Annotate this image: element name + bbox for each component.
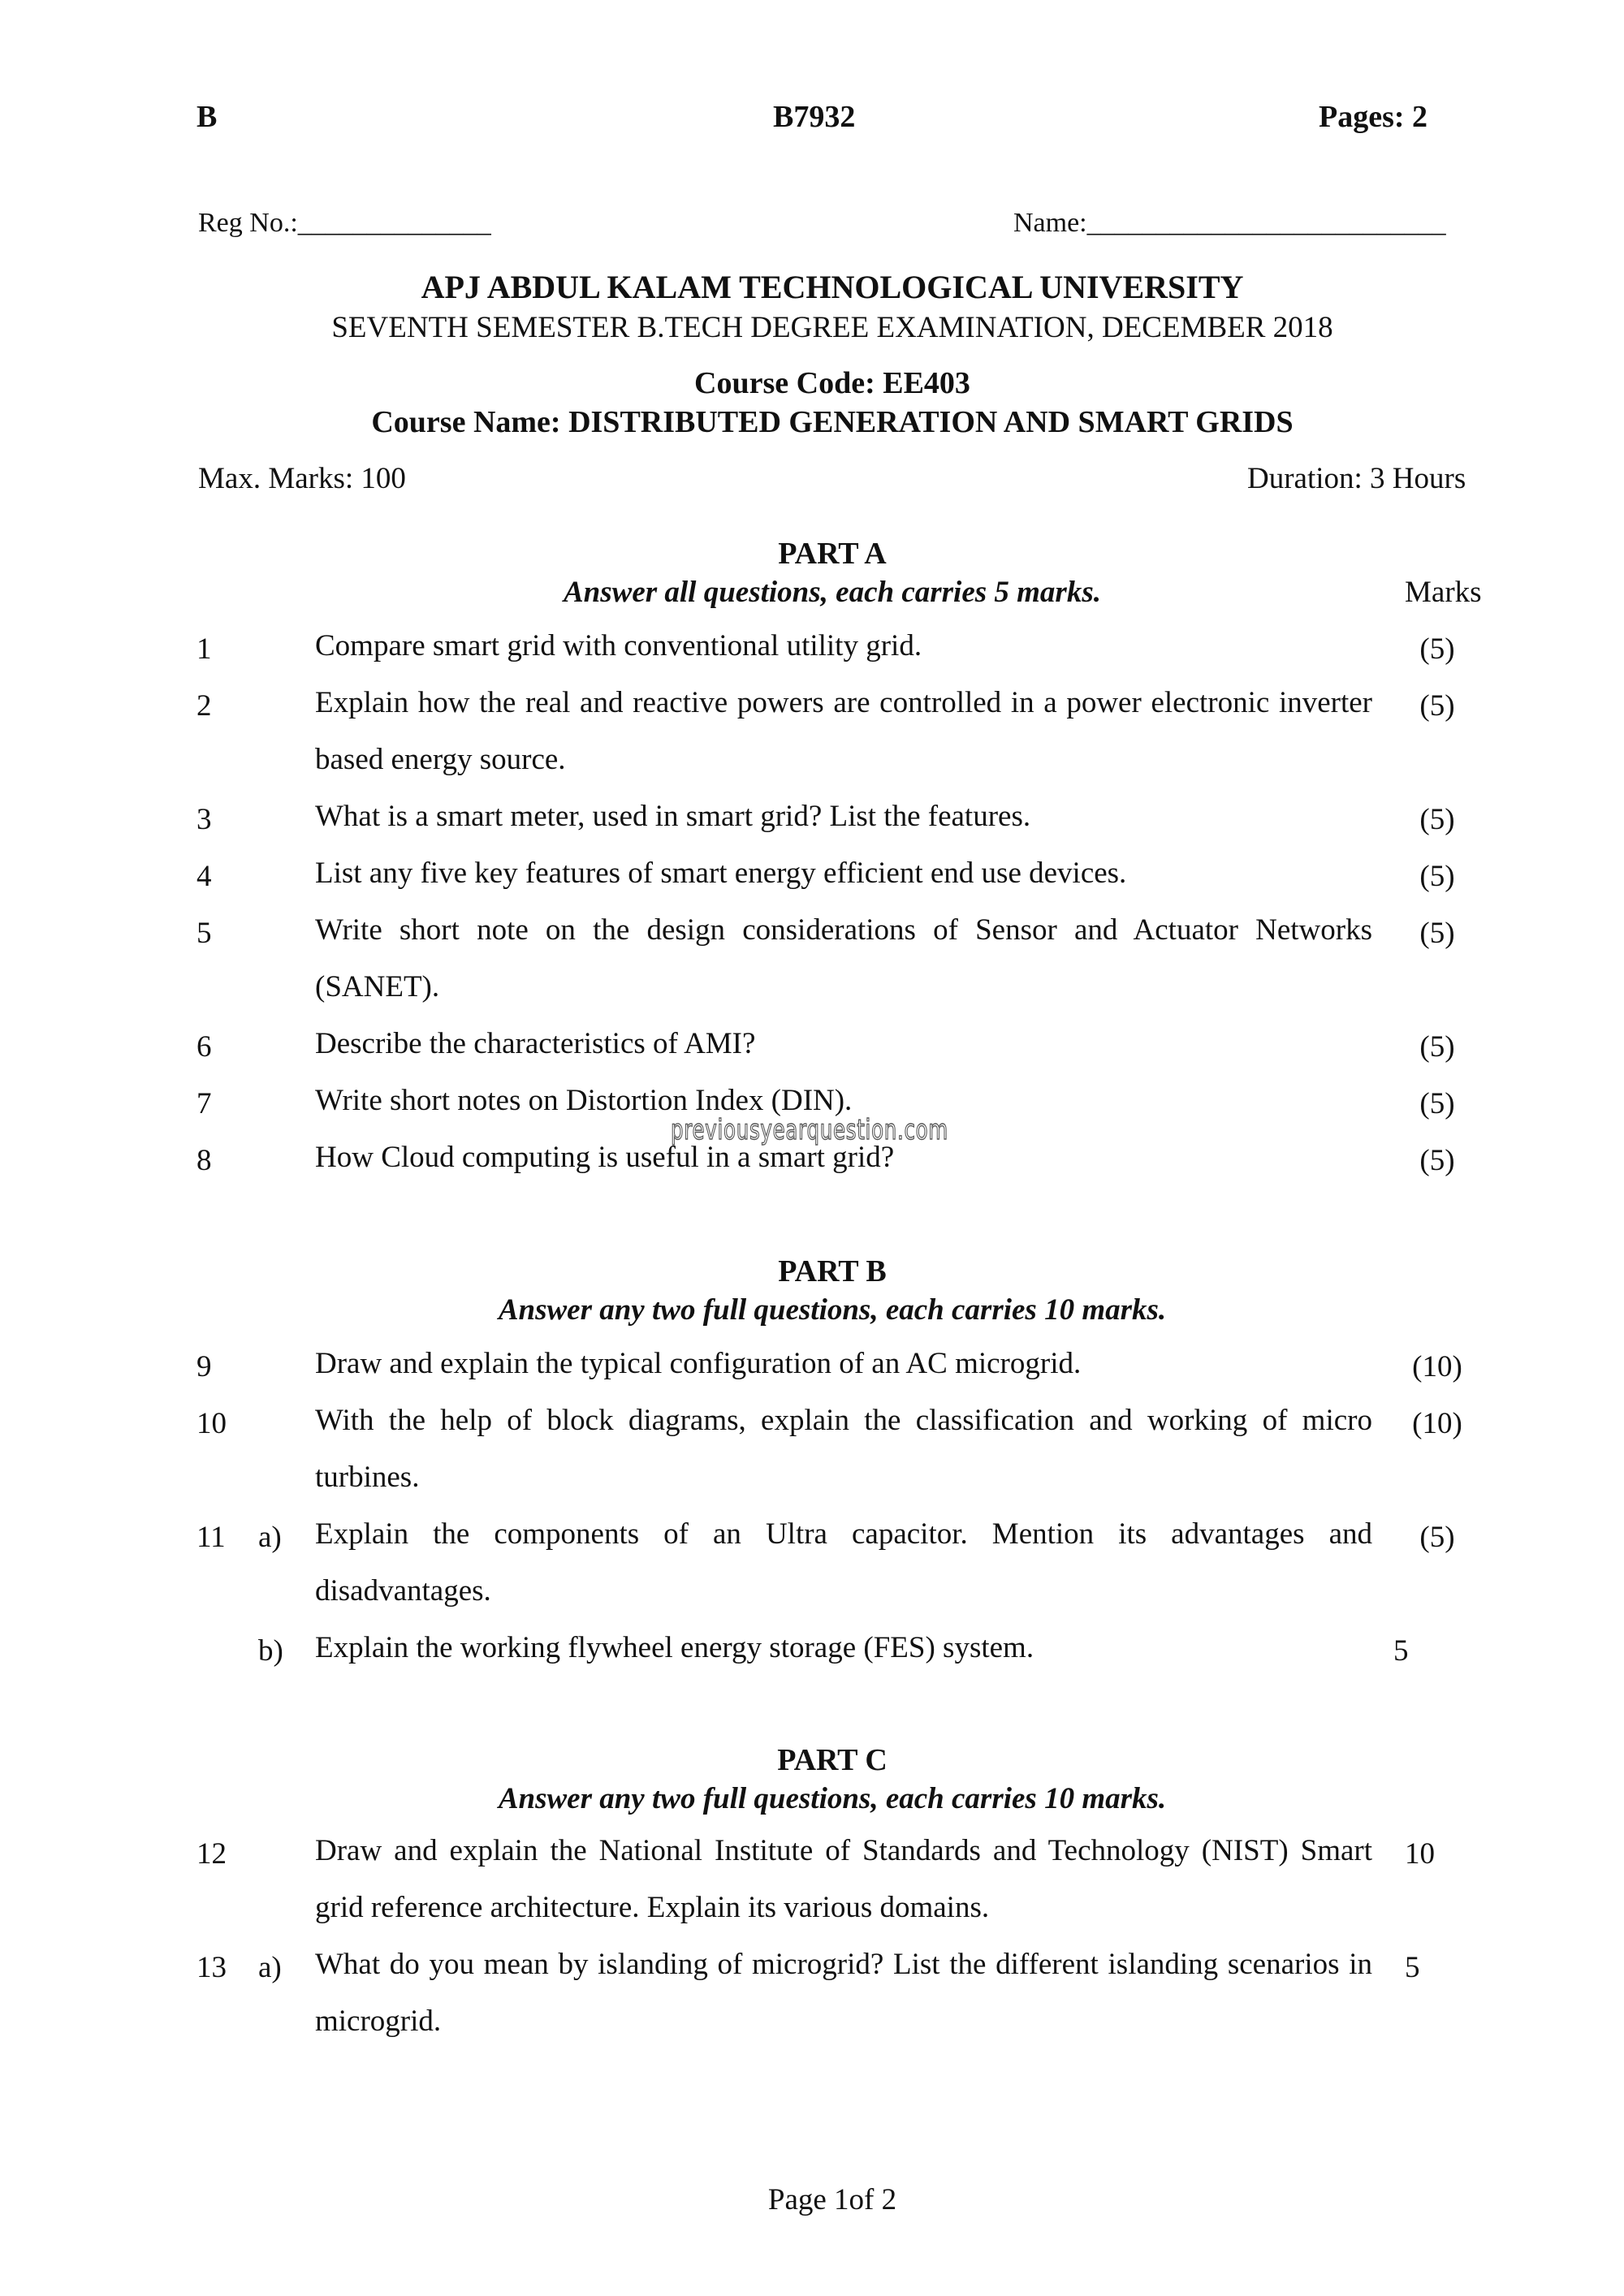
- question-number: 9: [197, 1350, 212, 1383]
- question-marks: (5): [1419, 1521, 1455, 1554]
- question-text: Write short notes on Distortion Index (DIN).: [315, 1084, 853, 1117]
- reg-no-field: Reg No.:______________: [198, 208, 491, 238]
- question-marks: (5): [1419, 803, 1455, 836]
- course-code: Course Code: EE403: [694, 366, 970, 400]
- question-number: 4: [197, 860, 212, 893]
- question-number: 2: [197, 689, 212, 723]
- question-number: 12: [197, 1837, 227, 1871]
- question-marks: (5): [1419, 917, 1455, 950]
- question-number: 6: [197, 1030, 212, 1064]
- question-number: 8: [197, 1144, 212, 1177]
- question-text: What do you mean by islanding of microgrid? List the different islanding scenarios in microgrid.: [315, 1948, 1372, 2038]
- question-marks: (5): [1419, 1144, 1455, 1177]
- question-number: 13: [197, 1951, 227, 1984]
- question-marks: 10: [1405, 1837, 1435, 1871]
- watermark: previousyearquestion.com: [671, 1114, 948, 1146]
- question-number: 10: [197, 1407, 227, 1440]
- subquestion-label: b): [258, 1634, 283, 1668]
- part-a-instruction: Answer all questions, each carries 5 marks.: [564, 576, 1101, 609]
- question-marks: (5): [1419, 689, 1455, 723]
- question-number: 7: [197, 1087, 212, 1120]
- question-text: Explain the components of an Ultra capacitor. Mention its advantages and disadvantages.: [315, 1517, 1372, 1608]
- part-c-instruction: Answer any two full questions, each carries 10 marks.: [498, 1782, 1167, 1815]
- part-c-title: PART C: [777, 1743, 888, 1777]
- question-marks: (5): [1419, 1030, 1455, 1064]
- part-b-instruction: Answer any two full questions, each carries 10 marks.: [498, 1293, 1167, 1327]
- question-marks: (10): [1412, 1407, 1462, 1440]
- page-footer: Page 1of 2: [767, 2183, 897, 2216]
- question-marks: (5): [1419, 860, 1455, 893]
- question-text: How Cloud computing is useful in a smart grid?: [315, 1141, 895, 1174]
- university-name: APJ ABDUL KALAM TECHNOLOGICAL UNIVERSITY: [421, 269, 1244, 305]
- paper-series: B: [197, 100, 218, 134]
- question-text: List any five key features of smart energy efficient end use devices.: [315, 857, 1127, 890]
- course-name: Course Name: DISTRIBUTED GENERATION AND SMART GRIDS: [371, 405, 1294, 439]
- question-number: 11: [197, 1521, 226, 1554]
- question-text: Draw and explain the National Institute of Standards and Technology (NIST) Smart grid reference architecture. Explain its various domains.: [315, 1834, 1372, 1924]
- question-text: What is a smart meter, used in smart grid? List the features.: [315, 800, 1031, 833]
- part-b-title: PART B: [778, 1254, 887, 1288]
- question-number: 3: [197, 803, 212, 836]
- name-field: Name:__________________________: [1013, 208, 1446, 238]
- exam-title: SEVENTH SEMESTER B.TECH DEGREE EXAMINATION, DECEMBER 2018: [331, 311, 1333, 344]
- question-number: 1: [197, 632, 212, 666]
- question-marks: 5: [1405, 1951, 1420, 1984]
- max-marks: Max. Marks: 100: [198, 462, 406, 495]
- part-a-title: PART A: [778, 537, 887, 571]
- question-marks: (10): [1412, 1350, 1462, 1383]
- marks-header: Marks: [1405, 576, 1482, 609]
- question-marks: (5): [1419, 1087, 1455, 1120]
- question-marks: 5: [1393, 1634, 1409, 1668]
- duration: Duration: 3 Hours: [1247, 462, 1466, 495]
- question-text: Explain the working flywheel energy storage (FES) system.: [315, 1631, 1034, 1664]
- question-text: Compare smart grid with conventional utility grid.: [315, 629, 922, 662]
- question-text: Write short note on the design considerations of Sensor and Actuator Networks (SANET).: [315, 913, 1372, 1003]
- question-text: Describe the characteristics of AMI?: [315, 1027, 756, 1060]
- question-text: Draw and explain the typical configuration of an AC microgrid.: [315, 1347, 1082, 1380]
- paper-code: B7932: [773, 100, 856, 134]
- question-marks: (5): [1419, 632, 1455, 666]
- question-text: Explain how the real and reactive powers are controlled in a power electronic inverter based energy source.: [315, 686, 1372, 776]
- subquestion-label: a): [258, 1951, 282, 1984]
- question-text: With the help of block diagrams, explain the classification and working of micro turbines.: [315, 1404, 1372, 1494]
- question-number: 5: [197, 917, 212, 950]
- subquestion-label: a): [258, 1521, 282, 1554]
- page-count: Pages: 2: [1319, 100, 1428, 134]
